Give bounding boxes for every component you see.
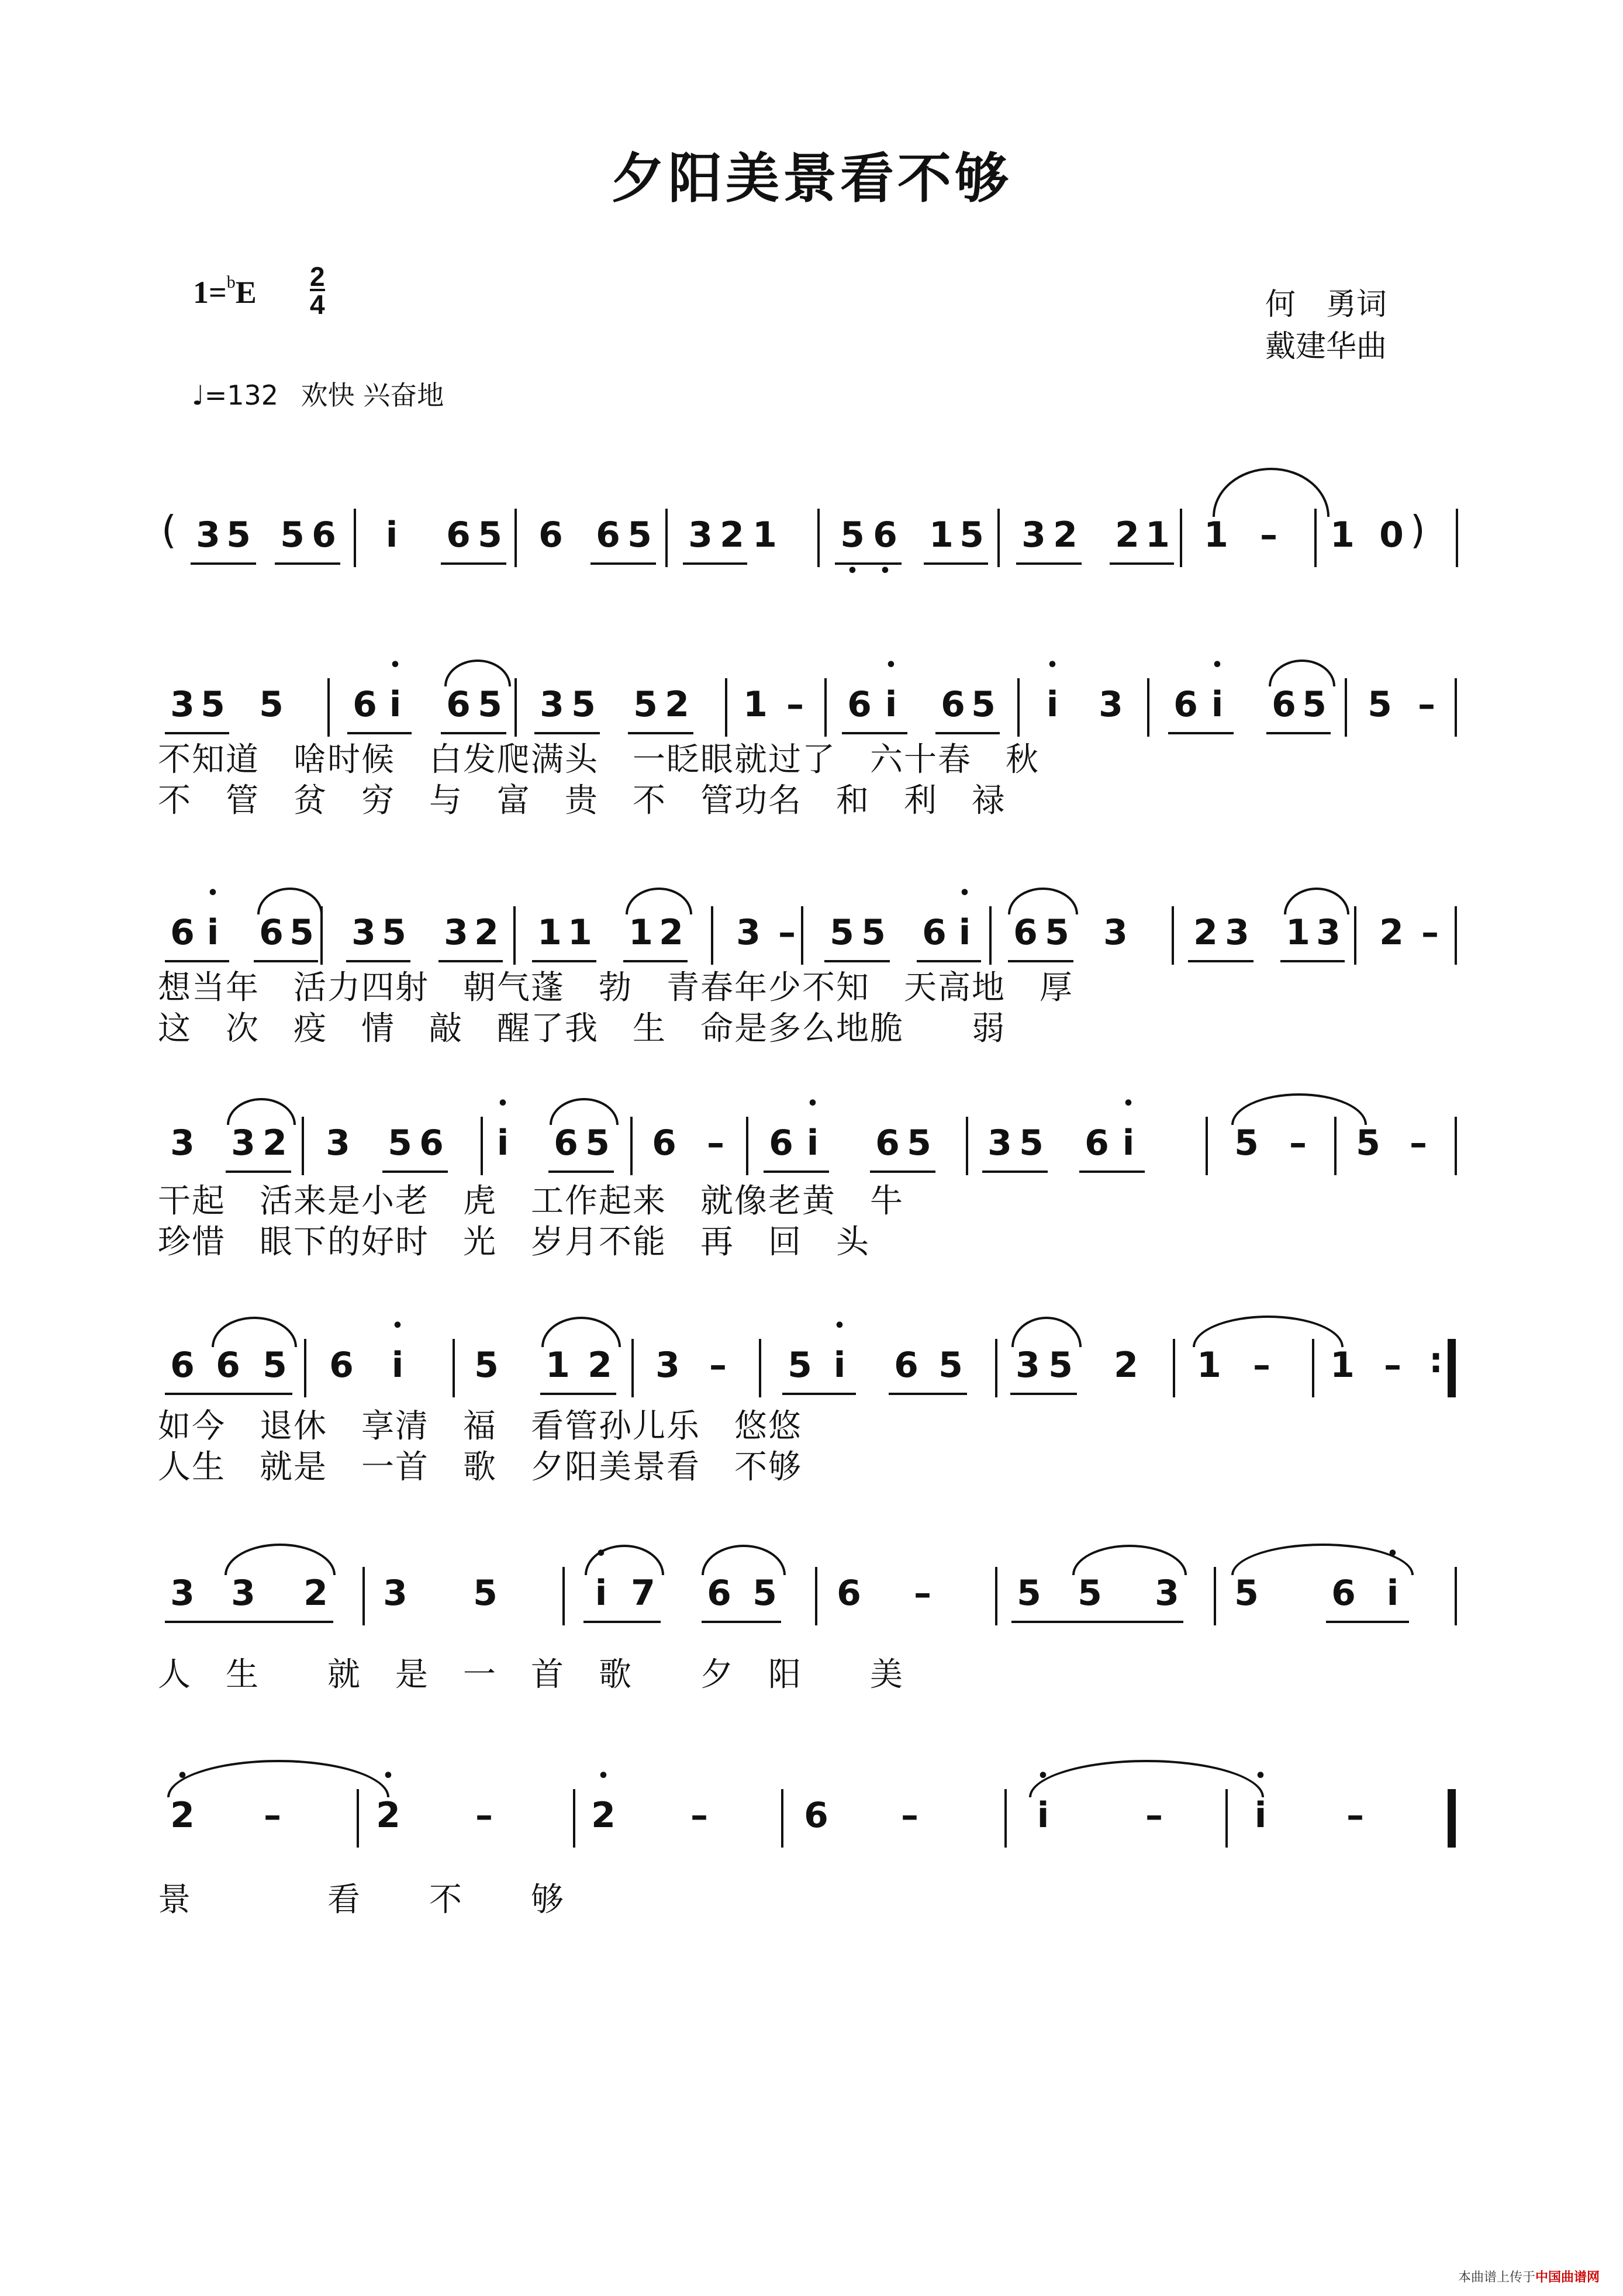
note: – [1346, 1795, 1364, 1836]
note: 5 [478, 684, 502, 725]
note: 6 [875, 1123, 900, 1163]
note: 6 [329, 1345, 354, 1386]
barline [1345, 678, 1347, 737]
final-barline [1448, 1339, 1456, 1397]
note: 6 [259, 912, 284, 953]
note: 5 [938, 1345, 963, 1386]
beam-underline [165, 1393, 292, 1395]
note: 5 [1234, 1123, 1259, 1163]
note: 6 [312, 515, 336, 555]
note: 3 [1155, 1573, 1179, 1614]
note: 1 [629, 912, 653, 953]
barline [824, 678, 827, 737]
beam-underline [782, 1393, 856, 1395]
time-denominator: 4 [310, 289, 325, 320]
beam-underline [540, 1393, 616, 1395]
note: 6 [837, 1573, 861, 1614]
note: 3 [170, 1123, 195, 1163]
barline [1004, 1789, 1007, 1848]
note: 5 [1368, 684, 1392, 725]
note: 5 [201, 684, 225, 725]
beam-underline [1079, 1171, 1145, 1173]
barline [1455, 1567, 1457, 1625]
beam-underline [165, 1621, 333, 1623]
note: 3 [170, 684, 195, 725]
beam-underline [924, 562, 988, 565]
note: 5 [1048, 1345, 1073, 1386]
beam-underline [548, 1171, 614, 1173]
slur-tie [1213, 468, 1330, 517]
lyric-line: 不 管 贫 穷 与 富 贵 不 管功名 和 利 禄 [158, 782, 1006, 820]
note: 1 [568, 912, 592, 953]
note: 2 [263, 1123, 287, 1163]
beam-underline [870, 1171, 935, 1173]
barline [1456, 509, 1458, 567]
note: 6 • [868, 515, 903, 555]
note: 6 [769, 1123, 793, 1163]
slur-tie [1269, 660, 1335, 686]
barline [320, 906, 323, 965]
note: 2 [474, 912, 499, 953]
note: 1 [929, 515, 954, 555]
barline [631, 1339, 634, 1397]
barline [711, 906, 713, 965]
slur-tie [626, 888, 692, 914]
note: 5 [259, 684, 284, 725]
note: 1 [1330, 515, 1355, 555]
slur-tie [227, 1098, 296, 1125]
note: 5 [1302, 684, 1327, 725]
note: 3 [351, 912, 376, 953]
note: – [1410, 1123, 1427, 1163]
note: 1 [1197, 1345, 1221, 1386]
note: 3 [170, 1573, 195, 1614]
beam-underline [382, 1171, 448, 1173]
note: • 2 [165, 1795, 200, 1836]
note: 6 [538, 515, 563, 555]
tempo-marking [192, 374, 458, 413]
barline [573, 1789, 575, 1848]
slur-tie [1011, 1317, 1082, 1347]
note: 3 [1016, 1345, 1040, 1386]
note: 5 [788, 1345, 812, 1386]
note: 6 [804, 1795, 828, 1836]
note: 3 [655, 1345, 680, 1386]
note: 3 [326, 1123, 350, 1163]
note: 3 [444, 912, 468, 953]
note: – [1289, 1123, 1307, 1163]
note: 3 [1225, 912, 1249, 953]
barline [1455, 1117, 1457, 1175]
note: 2 [303, 1573, 328, 1614]
barline [1147, 678, 1149, 737]
lyric-line: 干起 活来是小老 虎 工作起来 就像老黄 牛 [158, 1182, 904, 1220]
note: 1 [1330, 1345, 1355, 1386]
note: i [385, 515, 398, 555]
beam-underline [191, 562, 256, 565]
barline [1314, 509, 1317, 567]
barline [725, 678, 727, 737]
note: • i [583, 1573, 619, 1614]
barline [815, 1567, 817, 1625]
barline [1172, 906, 1174, 965]
note: 5 [907, 1123, 931, 1163]
slur-tie [1008, 888, 1078, 914]
beam-underline [1188, 960, 1253, 962]
note: 5 [1078, 1573, 1102, 1614]
note: – [264, 1795, 281, 1836]
barline [514, 678, 517, 737]
beam-underline [226, 1171, 291, 1173]
lyricist-credit: 何 勇词 [1265, 287, 1387, 322]
note: – [778, 912, 796, 953]
slur-tie [225, 1544, 336, 1575]
time-numerator: 2 [310, 261, 325, 292]
slur-tie [541, 1317, 621, 1347]
note: 2 [665, 684, 689, 725]
barline [1214, 1567, 1216, 1625]
slur-tie [1284, 888, 1349, 914]
intro-close-paren: ) [1410, 507, 1425, 553]
note: 6 [1173, 684, 1198, 725]
note: 1 [752, 515, 777, 555]
note: – [914, 1573, 931, 1614]
barline [665, 509, 668, 567]
beam-underline [764, 1171, 829, 1173]
song-title: 夕阳美景看不够 [610, 147, 1012, 210]
note: 2 [659, 912, 683, 953]
barline [997, 509, 1000, 567]
beam-underline [591, 562, 656, 565]
note: 5 [382, 912, 406, 953]
note: 2 [1193, 912, 1218, 953]
note: – [1253, 1345, 1270, 1386]
note: 6 [1085, 1123, 1109, 1163]
note: 6 [847, 684, 872, 725]
note: 2 [1114, 1345, 1138, 1386]
note: 0 [1379, 515, 1404, 555]
note: 1 [1204, 515, 1228, 555]
note: 6 [1013, 912, 1038, 953]
barline [513, 906, 516, 965]
beam-underline [1326, 1621, 1409, 1623]
note: – [709, 1345, 727, 1386]
note: • i [485, 1123, 520, 1163]
note: – [690, 1795, 708, 1836]
note: 2 [720, 515, 744, 555]
lyric-line: 珍惜 眼下的好时 光 岁月不能 再 回 头 [158, 1223, 870, 1261]
note: 6 [941, 684, 965, 725]
note: 5 [571, 684, 596, 725]
note: 6 [596, 515, 620, 555]
note: 6 [170, 912, 195, 953]
note: 3 [231, 1573, 255, 1614]
note: 5 [971, 684, 996, 725]
note: – [1384, 1345, 1401, 1386]
note: 6 [170, 1345, 195, 1386]
lyric-line: 景 看 不 够 [158, 1881, 565, 1919]
barline [453, 1339, 455, 1397]
note: 6 [216, 1345, 240, 1386]
beam-underline [1266, 732, 1331, 734]
note: 5 [388, 1123, 412, 1163]
note: – [786, 684, 804, 725]
beam-underline [275, 562, 340, 565]
note: 5 [585, 1123, 610, 1163]
barline [1225, 1789, 1228, 1848]
slur-tie [444, 660, 511, 686]
final-barline [1448, 1789, 1456, 1848]
note: 5 [1234, 1573, 1259, 1614]
note: • i [195, 912, 230, 953]
slur-tie [257, 888, 323, 914]
repeat-sign: : [1429, 1340, 1443, 1381]
note: – [1421, 912, 1439, 953]
barline [759, 1339, 761, 1397]
note: – [1418, 684, 1435, 725]
barline [1354, 906, 1356, 965]
barline [1180, 509, 1182, 567]
note: – [1260, 515, 1277, 555]
lyric-line: 人生 就是 一首 歌 夕阳美景看 不够 [158, 1448, 802, 1486]
barline [801, 906, 803, 965]
slur-tie [1193, 1316, 1344, 1347]
barline [1334, 1117, 1337, 1175]
note: • i [1243, 1795, 1278, 1836]
note: 5 [830, 912, 854, 953]
barline [995, 1339, 997, 1397]
note: 3 [688, 515, 713, 555]
barline [481, 1117, 483, 1175]
note: – [901, 1795, 918, 1836]
beam-underline [441, 562, 506, 565]
note: 5 [633, 684, 658, 725]
note: 6 [652, 1123, 676, 1163]
lyric-line: 如今 退休 享清 福 看管孙儿乐 悠悠 [158, 1407, 802, 1445]
note: 5 [226, 515, 251, 555]
slur-tie [1231, 1093, 1367, 1125]
note: 6 [1272, 684, 1296, 725]
beam-underline [1168, 732, 1234, 734]
note: 5 [474, 1345, 499, 1386]
barline [989, 906, 992, 965]
time-signature [310, 261, 325, 320]
barline [1173, 1339, 1175, 1397]
note: 3 [1103, 912, 1128, 953]
barline [995, 1567, 997, 1625]
note: • i [1025, 1795, 1061, 1836]
note: 6 [1331, 1573, 1356, 1614]
composer-credit: 戴建华曲 [1265, 329, 1387, 364]
note: • i [378, 684, 413, 725]
note: • i [1035, 684, 1070, 725]
note: 5 [280, 515, 305, 555]
beam-underline [889, 1393, 967, 1395]
note: 6 [419, 1123, 444, 1163]
beam-underline [835, 562, 902, 565]
beam-underline [1010, 1393, 1077, 1395]
key-signature: 1=$^b$E [193, 272, 257, 310]
slur-tie [212, 1317, 297, 1347]
note: 1 [537, 912, 562, 953]
note: 6 [446, 515, 471, 555]
lyric-line: 想当年 活力四射 朝气蓬 勃 青春年少不知 天高地 厚 [158, 969, 1073, 1007]
note: • i [1111, 1123, 1146, 1163]
beam-underline [1110, 562, 1174, 565]
lyric-line: 人 生 就 是 一 首 歌 夕 阳 美 [158, 1656, 904, 1694]
barline [562, 1567, 565, 1625]
barline [1455, 678, 1457, 737]
note: 5 [263, 1345, 287, 1386]
barline [514, 509, 517, 567]
note: 3 [383, 1573, 408, 1614]
tempo-words: 欢快 兴奋地 [301, 379, 444, 411]
note: 3 [540, 684, 564, 725]
note: 5 [1045, 912, 1069, 953]
lyric-line: 不知道 啥时候 白发爬满头 一眨眼就过了 六十春 秋 [158, 741, 1040, 779]
note: • 2 [371, 1795, 406, 1836]
barline [966, 1117, 968, 1175]
tempo-mark: ♩=132 [192, 379, 279, 411]
note: 2 [588, 1345, 612, 1386]
note: – [1145, 1795, 1163, 1836]
footer-watermark: 本曲谱上传于中国曲谱网 [1458, 2270, 1600, 2285]
note: 5 • [835, 515, 870, 555]
beam-underline [583, 1621, 661, 1623]
barline [354, 509, 356, 567]
intro-open-paren: ( [161, 507, 177, 553]
note: 3 [1316, 912, 1341, 953]
note: 3 [736, 912, 761, 953]
note: 5 [478, 515, 502, 555]
note: 3 [987, 1123, 1012, 1163]
barline [817, 509, 820, 567]
note: 5 [1017, 1573, 1041, 1614]
note: 5 [627, 515, 652, 555]
beam-underline [683, 562, 747, 565]
note: 6 [894, 1345, 918, 1386]
beam-underline [982, 1171, 1048, 1173]
note: 1 [545, 1345, 570, 1386]
note: • i [822, 1345, 857, 1386]
note: 3 [231, 1123, 255, 1163]
note: 2 [1053, 515, 1078, 555]
note: 2 [1379, 912, 1404, 953]
note: 1 [1145, 515, 1170, 555]
barline [630, 1117, 633, 1175]
slur-tie [167, 1760, 389, 1797]
note: – [707, 1123, 724, 1163]
barline [781, 1789, 783, 1848]
barline [302, 1117, 304, 1175]
beam-underline [702, 1621, 781, 1623]
note: • i [947, 912, 982, 953]
note: 1 [1286, 912, 1310, 953]
note: • i [380, 1345, 415, 1386]
barline [304, 1339, 306, 1397]
barline [1312, 1339, 1314, 1397]
note: 3 [1099, 684, 1123, 725]
note: – [475, 1795, 493, 1836]
note: 5 [1356, 1123, 1380, 1163]
note: 5 [959, 515, 984, 555]
beam-underline [1016, 562, 1082, 565]
note: 2 [1115, 515, 1139, 555]
note: 5 [1019, 1123, 1044, 1163]
note: • i [795, 1123, 830, 1163]
slur-tie [550, 1098, 619, 1125]
barline [746, 1117, 748, 1175]
note: 5 [861, 912, 886, 953]
slur-tie [702, 1545, 786, 1575]
note: 6 [707, 1573, 731, 1614]
barline [327, 678, 330, 737]
barline [357, 1789, 359, 1848]
note: 6 [922, 912, 947, 953]
slur-tie [1029, 1760, 1264, 1797]
barline [362, 1567, 365, 1625]
note: • i [1375, 1573, 1410, 1614]
barline [1017, 678, 1020, 737]
barline [1206, 1117, 1208, 1175]
note: • 2 [586, 1795, 621, 1836]
note: • i [1200, 684, 1235, 725]
note: • i [873, 684, 909, 725]
note: 5 [473, 1573, 498, 1614]
beam-underline [1280, 960, 1345, 962]
note: 5 [289, 912, 314, 953]
note: 6 [554, 1123, 578, 1163]
note: 3 [196, 515, 220, 555]
note: 3 [1021, 515, 1046, 555]
lyric-line: 这 次 疫 情 敲 醒了我 生 命是多么地脆 弱 [158, 1010, 1006, 1048]
note: 7 [631, 1573, 655, 1614]
slur-tie [1072, 1545, 1187, 1575]
note: 6 [446, 684, 471, 725]
barline [1455, 906, 1457, 965]
note: 1 [743, 684, 768, 725]
beam-underline [1011, 1621, 1183, 1623]
note: 6 [353, 684, 377, 725]
note: 5 [752, 1573, 777, 1614]
